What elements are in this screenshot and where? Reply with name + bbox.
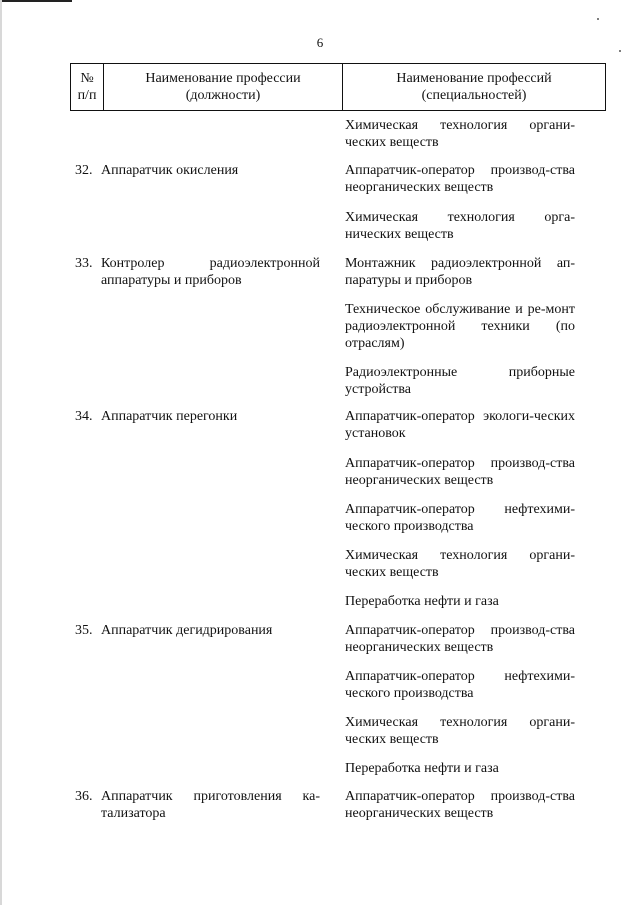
profession-name: Аппаратчик окисления (101, 163, 239, 178)
row-number: 33. (75, 256, 93, 271)
scan-speck (597, 18, 599, 20)
specialty-item: Переработка нефти и газа (345, 761, 499, 776)
table-header (70, 63, 606, 111)
specialty-item: Монтажник радиоэлектронной ап-паратуры и приборов (345, 256, 575, 288)
row-number: 34. (75, 409, 93, 424)
header-number: № п/п (71, 64, 104, 110)
profession-name: Аппаратчик перегонки (101, 409, 238, 424)
specialty-item: Химическая технология органи-ческих веществ (345, 548, 575, 580)
specialty-item: Аппаратчик-оператор производ-ства неорганических веществ (345, 163, 575, 195)
specialty-item: Химическая технология орга-нических веществ (345, 210, 575, 242)
row-number: 36. (75, 789, 93, 804)
specialty-item: Аппаратчик-оператор производ-ства неорганических веществ (345, 789, 575, 821)
page-number: 6 (316, 35, 324, 50)
row-number: 35. (75, 623, 93, 638)
row-number: 32. (75, 163, 93, 178)
specialty-item: Аппаратчик-оператор экологи-ческих установок (345, 409, 575, 441)
profession-name: Контролер радиоэлектронной аппаратуры и приборов (101, 256, 320, 288)
scan-edge-shadow (0, 0, 2, 905)
specialty-item: Химическая технология органи-ческих веществ (345, 715, 575, 747)
profession-name: Аппаратчик приготовления ка-тализатора (101, 789, 320, 821)
specialty-item: Аппаратчик-оператор производ-ства неорганических веществ (345, 623, 575, 655)
profession-name: Аппаратчик дегидрирования (101, 623, 273, 638)
specialty-item: Радиоэлектронные приборные устройства (345, 365, 575, 397)
header-specialties: Наименование профессий (специальностей) (396, 71, 552, 103)
specialty-item: Аппаратчик-оператор нефтехими-ческого производства (345, 502, 575, 534)
specialty-item: Химическая технология органи-ческих веществ (345, 118, 575, 150)
header-profession: Наименование профессии (должности) (104, 64, 343, 110)
specialty-item: Техническое обслуживание и ре-монт радиоэлектронной техники (по отраслям) (345, 302, 575, 351)
specialty-item: Аппаратчик-оператор нефтехими-ческого производства (345, 669, 575, 701)
specialty-item: Аппаратчик-оператор производ-ства неорганических веществ (345, 456, 575, 488)
scan-edge-mark (0, 0, 72, 2)
specialty-item: Переработка нефти и газа (345, 594, 499, 609)
